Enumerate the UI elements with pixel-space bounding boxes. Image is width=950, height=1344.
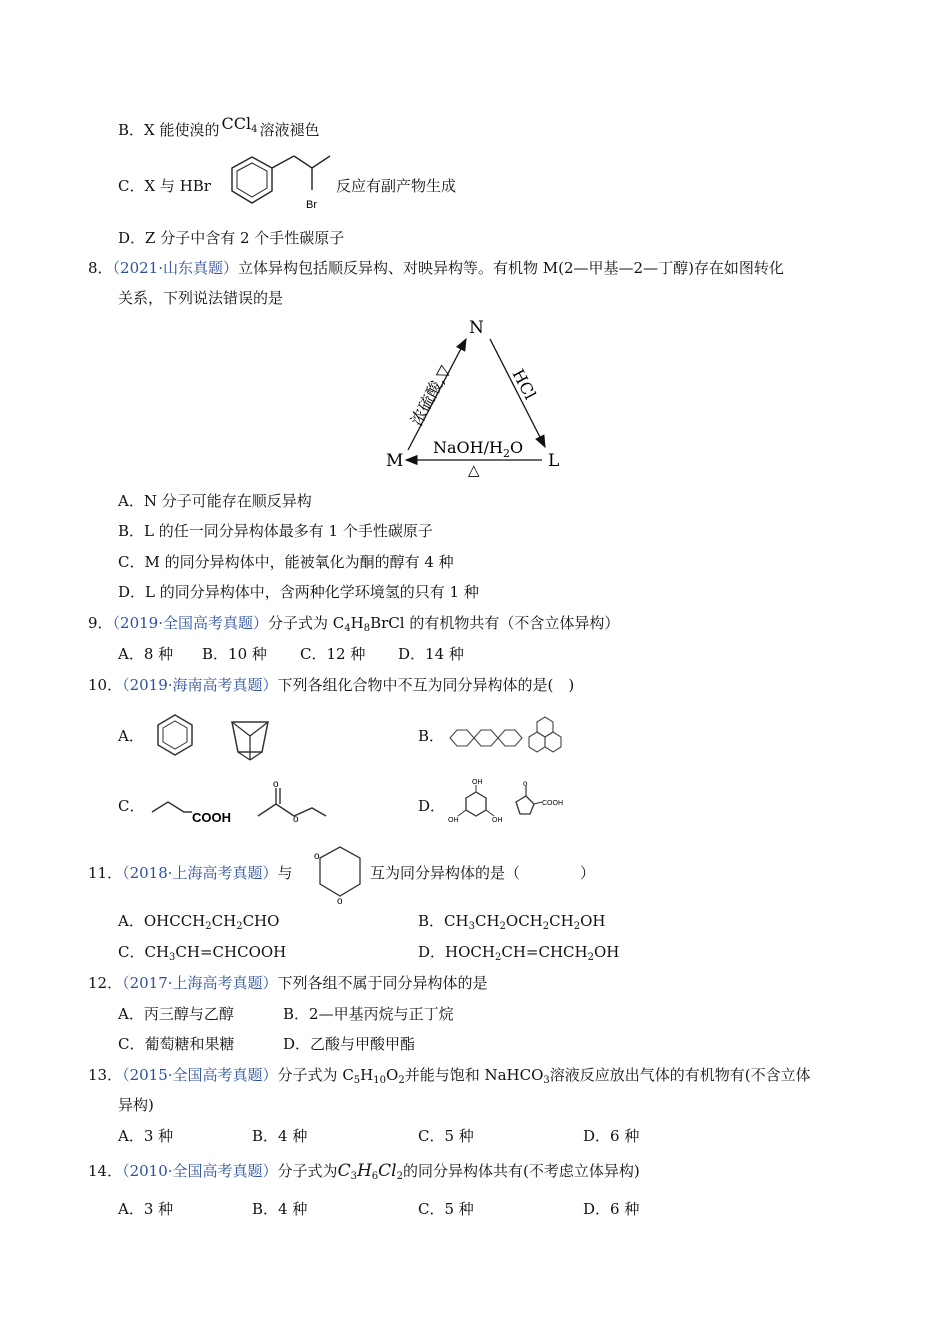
q10-option-b-structures bbox=[448, 716, 568, 762]
q9-option-a: A．8 种 bbox=[118, 645, 174, 663]
q7-br-label: Br bbox=[306, 199, 317, 211]
diagram-n: N bbox=[469, 318, 484, 338]
q9-option-b: B．10 种 bbox=[202, 645, 267, 663]
svg-text:OH: OH bbox=[472, 779, 483, 786]
svg-text:o: o bbox=[523, 779, 528, 788]
q12-option-a: A．丙三醇与乙醇 bbox=[118, 1005, 234, 1023]
q9-option-c: C．12 种 bbox=[300, 645, 366, 663]
q12-source: （2017·上海高考真题） bbox=[122, 974, 278, 992]
q12-option-b: B．2—甲基丙烷与正丁烷 bbox=[283, 1005, 454, 1023]
q7-option-d: D．Z 分子中含有 2 个手性碳原子 bbox=[118, 229, 345, 247]
diagram-left-label: 浓硫酸,▽ bbox=[406, 362, 455, 429]
q8-conversion-diagram bbox=[380, 315, 570, 480]
svg-text:o: o bbox=[314, 851, 320, 862]
q14-source: （2010·全国高考真题） bbox=[122, 1162, 278, 1180]
q7-option-c-structure bbox=[212, 146, 332, 216]
svg-text:OH: OH bbox=[448, 817, 459, 824]
q9-stem: 9．（2019·全国高考真题）分子式为 $C_4H_8BrCl$ 的有机物共有（不含立体异构） bbox=[88, 614, 620, 634]
q14-option-a: A．3 种 bbox=[118, 1200, 174, 1218]
q10-c-cooh: COOH bbox=[192, 810, 231, 825]
diagram-bottom-label: NaOH/$H_2O$ bbox=[433, 438, 524, 460]
svg-text:o: o bbox=[337, 896, 343, 907]
q12-stem: 12．（2017·上海高考真题）下列各组不属于同分异构体的是 bbox=[88, 974, 488, 992]
q10-option-b-label: B． bbox=[418, 727, 445, 745]
q13-option-c: C．5 种 bbox=[418, 1127, 474, 1145]
q8-option-a: A．N 分子可能存在顺反异构 bbox=[118, 492, 312, 510]
q10-source: （2019·海南高考真题） bbox=[122, 676, 278, 694]
q11-option-a: A．$OHCCH_2CH_2CHO$ bbox=[118, 912, 280, 932]
q13-stem-line1: 13．（2015·全国高考真题）分子式为 $C_5H_{10}O_2$并能与饱和 NaHCO$_3$溶液反应放出气体的有机物有(不含立体 bbox=[88, 1066, 811, 1086]
q7-option-b: B．X 能使溴的 CCl$_4$ 溶液褪色 bbox=[118, 114, 320, 139]
q11-source: （2018·上海高考真题） bbox=[122, 864, 278, 882]
q8-option-b: B．L 的任一同分异构体最多有 1 个手性碳原子 bbox=[118, 522, 433, 540]
q13-source: （2015·全国高考真题） bbox=[122, 1066, 278, 1084]
q8-stem-line2: 关系，下列说法错误的是 bbox=[118, 289, 284, 307]
q7-option-c-prefix: C．X 与 HBr bbox=[118, 177, 211, 195]
diagram-m: M bbox=[386, 451, 404, 471]
svg-text:COOH: COOH bbox=[542, 800, 563, 807]
diagram-l: L bbox=[548, 451, 560, 471]
q7-option-c-suffix: 反应有副产物生成 bbox=[336, 177, 457, 195]
q10-option-c-structures bbox=[148, 778, 338, 834]
q10-option-d-label: D． bbox=[418, 797, 446, 815]
q10-option-a-label: A． bbox=[118, 727, 144, 745]
q13-option-a: A．3 种 bbox=[118, 1127, 174, 1145]
q10-option-c-label: C． bbox=[118, 797, 145, 815]
q14-option-c: C．5 种 bbox=[418, 1200, 474, 1218]
q8-stem-line1: 8．（2021·山东真题）立体异构包括顺反异构、对映异构等。有机物 M(2—甲基—2—丁醇)存在如图转化 bbox=[88, 259, 784, 277]
q11-option-c: C．$CH_3CH=CHCOOH$ bbox=[118, 943, 287, 963]
q9-option-d: D．14 种 bbox=[398, 645, 464, 663]
q10-option-d-structures bbox=[444, 778, 574, 834]
svg-text:OH: OH bbox=[492, 817, 503, 824]
q14-stem: 14．（2010·全国高考真题）分子式为$C_3H_6Cl_2$的同分异构体共有(不考虑立体异构) bbox=[88, 1161, 640, 1182]
q11-option-b: B．$CH_3CH_2OCH_2CH_2OH$ bbox=[418, 912, 606, 932]
q11-dioxane-structure bbox=[312, 840, 368, 906]
q14-option-b: B．4 种 bbox=[252, 1200, 308, 1218]
q11-stem-right: 互为同分异构体的是（ ） bbox=[370, 864, 596, 882]
q9-source: （2019·全国高考真题） bbox=[112, 614, 268, 632]
svg-text:o: o bbox=[293, 814, 299, 825]
diagram-right-label: HCl bbox=[508, 365, 540, 403]
q13-option-d: D．6 种 bbox=[583, 1127, 640, 1145]
q8-option-c: C．M 的同分异构体中，能被氧化为酮的醇有 4 种 bbox=[118, 553, 454, 571]
q12-option-d: D．乙酸与甲酸甲酯 bbox=[283, 1035, 416, 1053]
q8-source: （2021·山东真题） bbox=[112, 259, 238, 277]
q8-option-d: D．L 的同分异构体中，含两种化学环境氢的只有 1 种 bbox=[118, 583, 479, 601]
q13-stem-line2: 异构) bbox=[118, 1096, 154, 1114]
q11-option-d: D．$HOCH_2CH=CHCH_2OH$ bbox=[418, 943, 620, 963]
diagram-heat-symbol: △ bbox=[468, 461, 480, 479]
q13-option-b: B．4 种 bbox=[252, 1127, 308, 1145]
q11-stem-left: 11．（2018·上海高考真题）与 bbox=[88, 864, 293, 882]
q14-option-d: D．6 种 bbox=[583, 1200, 640, 1218]
q10-stem: 10．（2019·海南高考真题）下列各组化合物中不互为同分异构体的是( ) bbox=[88, 676, 575, 694]
svg-text:o: o bbox=[273, 779, 279, 790]
q12-option-c: C．葡萄糖和果糖 bbox=[118, 1035, 235, 1053]
q10-option-a-structures bbox=[150, 712, 280, 762]
